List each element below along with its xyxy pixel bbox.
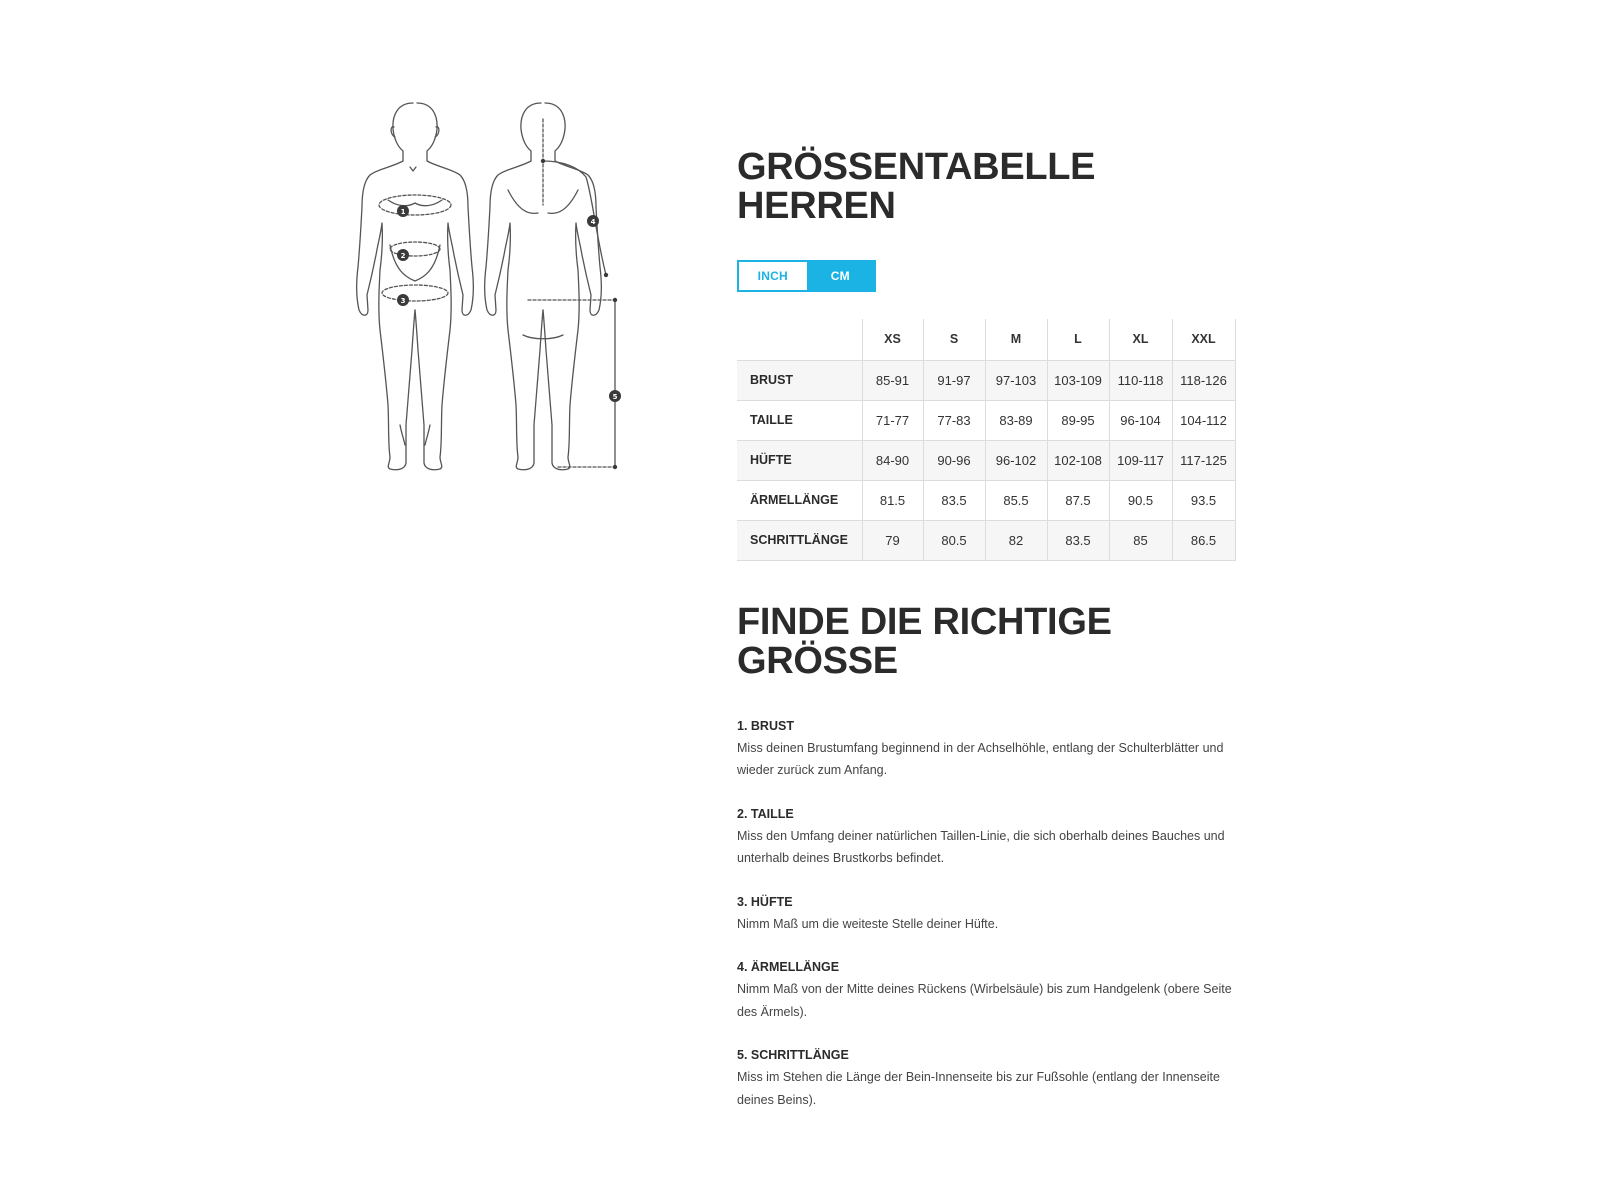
table-cell: 103-109 — [1047, 360, 1109, 400]
instruction-text: Nimm Maß um die weiteste Stelle deiner Hüfte. — [737, 916, 999, 931]
table-cell: 86.5 — [1172, 520, 1235, 560]
table-cell: 109-117 — [1109, 440, 1172, 480]
instruction-text: Miss den Umfang deiner natürlichen Taillen-Linie, die sich oberhalb deines Bauches und unterhalb deines Brustkorbs befindet. — [737, 828, 1225, 865]
svg-text:3: 3 — [400, 297, 406, 305]
svg-text:4: 4 — [590, 218, 596, 226]
table-cell: 77-83 — [923, 400, 985, 440]
back-figure — [485, 103, 615, 470]
table-cell: 80.5 — [923, 520, 985, 560]
unit-toggle — [737, 260, 876, 292]
table-cell: 82 — [985, 520, 1047, 560]
measurement-instructions — [737, 717, 1235, 1112]
instruction-aermellaenge — [737, 958, 1235, 1023]
svg-text:5: 5 — [612, 393, 618, 401]
table-row-aermellaenge — [737, 480, 1235, 520]
instruction-title: 2. TAILLE — [737, 806, 794, 821]
table-cell: 81.5 — [862, 480, 923, 520]
instruction-title: 4. ÄRMELLÄNGE — [737, 960, 840, 974]
table-cell: 117-125 — [1172, 440, 1235, 480]
instruction-text: Miss deinen Brustumfang beginnend in der Achselhöhle, entlang der Schulterblätter und wieder zurück zum Anfang. — [737, 740, 1224, 777]
size-guide-content — [737, 148, 1235, 1134]
table-cell: 85.5 — [985, 480, 1047, 520]
table-cell: 79 — [862, 520, 923, 560]
instruction-text: Miss im Stehen die Länge der Bein-Innenseite bis zur Fußsohle (entlang der Innenseite deines Beins). — [737, 1070, 1220, 1107]
table-cell: 87.5 — [1047, 480, 1109, 520]
table-cell: 90.5 — [1109, 480, 1172, 520]
table-cell: 83.5 — [1047, 520, 1109, 560]
svg-text:2: 2 — [400, 252, 406, 260]
table-header-row — [737, 319, 1235, 360]
row-label: ÄRMELLÄNGE — [737, 480, 862, 520]
table-row-taille — [737, 400, 1235, 440]
instruction-schrittlaenge — [737, 1046, 1235, 1111]
column-header-xs: XS — [862, 319, 923, 360]
svg-text:1: 1 — [400, 208, 406, 216]
row-label: TAILLE — [737, 400, 862, 440]
row-label: SCHRITTLÄNGE — [737, 520, 862, 560]
table-cell: 71-77 — [862, 400, 923, 440]
table-cell: 84-90 — [862, 440, 923, 480]
table-cell: 85-91 — [862, 360, 923, 400]
instruction-taille — [737, 805, 1235, 870]
table-cell: 90-96 — [923, 440, 985, 480]
column-header-s: S — [923, 319, 985, 360]
guide-title: FINDE DIE RICHTIGE GRÖSSE — [737, 600, 1112, 682]
instruction-title: 1. BRUST — [737, 718, 794, 733]
table-row-huefte — [737, 440, 1235, 480]
table-row-schrittlaenge — [737, 520, 1235, 560]
row-label: BRUST — [737, 360, 862, 400]
table-cell: 96-102 — [985, 440, 1047, 480]
table-corner-cell — [737, 319, 862, 360]
table-cell: 89-95 — [1047, 400, 1109, 440]
unit-toggle-cm-button[interactable]: CM — [807, 262, 875, 290]
page-title: GRÖSSENTABELLE HERREN — [737, 146, 1096, 227]
table-cell: 93.5 — [1172, 480, 1235, 520]
table-row-brust — [737, 360, 1235, 400]
unit-toggle-inch-button[interactable]: INCH — [739, 262, 807, 290]
instruction-brust — [737, 717, 1235, 782]
instruction-title: 3. HÜFTE — [737, 894, 793, 909]
body-measurement-illustration-icon — [350, 95, 640, 485]
column-header-l: L — [1047, 319, 1109, 360]
table-cell: 85 — [1109, 520, 1172, 560]
table-cell: 96-104 — [1109, 400, 1172, 440]
table-cell: 102-108 — [1047, 440, 1109, 480]
front-figure — [357, 103, 474, 470]
table-cell: 83.5 — [923, 480, 985, 520]
table-cell: 97-103 — [985, 360, 1047, 400]
table-cell: 104-112 — [1172, 400, 1235, 440]
row-label: HÜFTE — [737, 440, 862, 480]
table-cell: 110-118 — [1109, 360, 1172, 400]
size-table — [737, 319, 1236, 561]
column-header-xl: XL — [1109, 319, 1172, 360]
instruction-huefte — [737, 893, 1235, 936]
table-cell: 83-89 — [985, 400, 1047, 440]
column-header-xxl: XXL — [1172, 319, 1235, 360]
table-cell: 118-126 — [1172, 360, 1235, 400]
column-header-m: M — [985, 319, 1047, 360]
instruction-text: Nimm Maß von der Mitte deines Rückens (Wirbelsäule) bis zum Handgelenk (obere Seite des Ärmels). — [737, 982, 1232, 1019]
table-cell: 91-97 — [923, 360, 985, 400]
instruction-title: 5. SCHRITTLÄNGE — [737, 1048, 849, 1062]
